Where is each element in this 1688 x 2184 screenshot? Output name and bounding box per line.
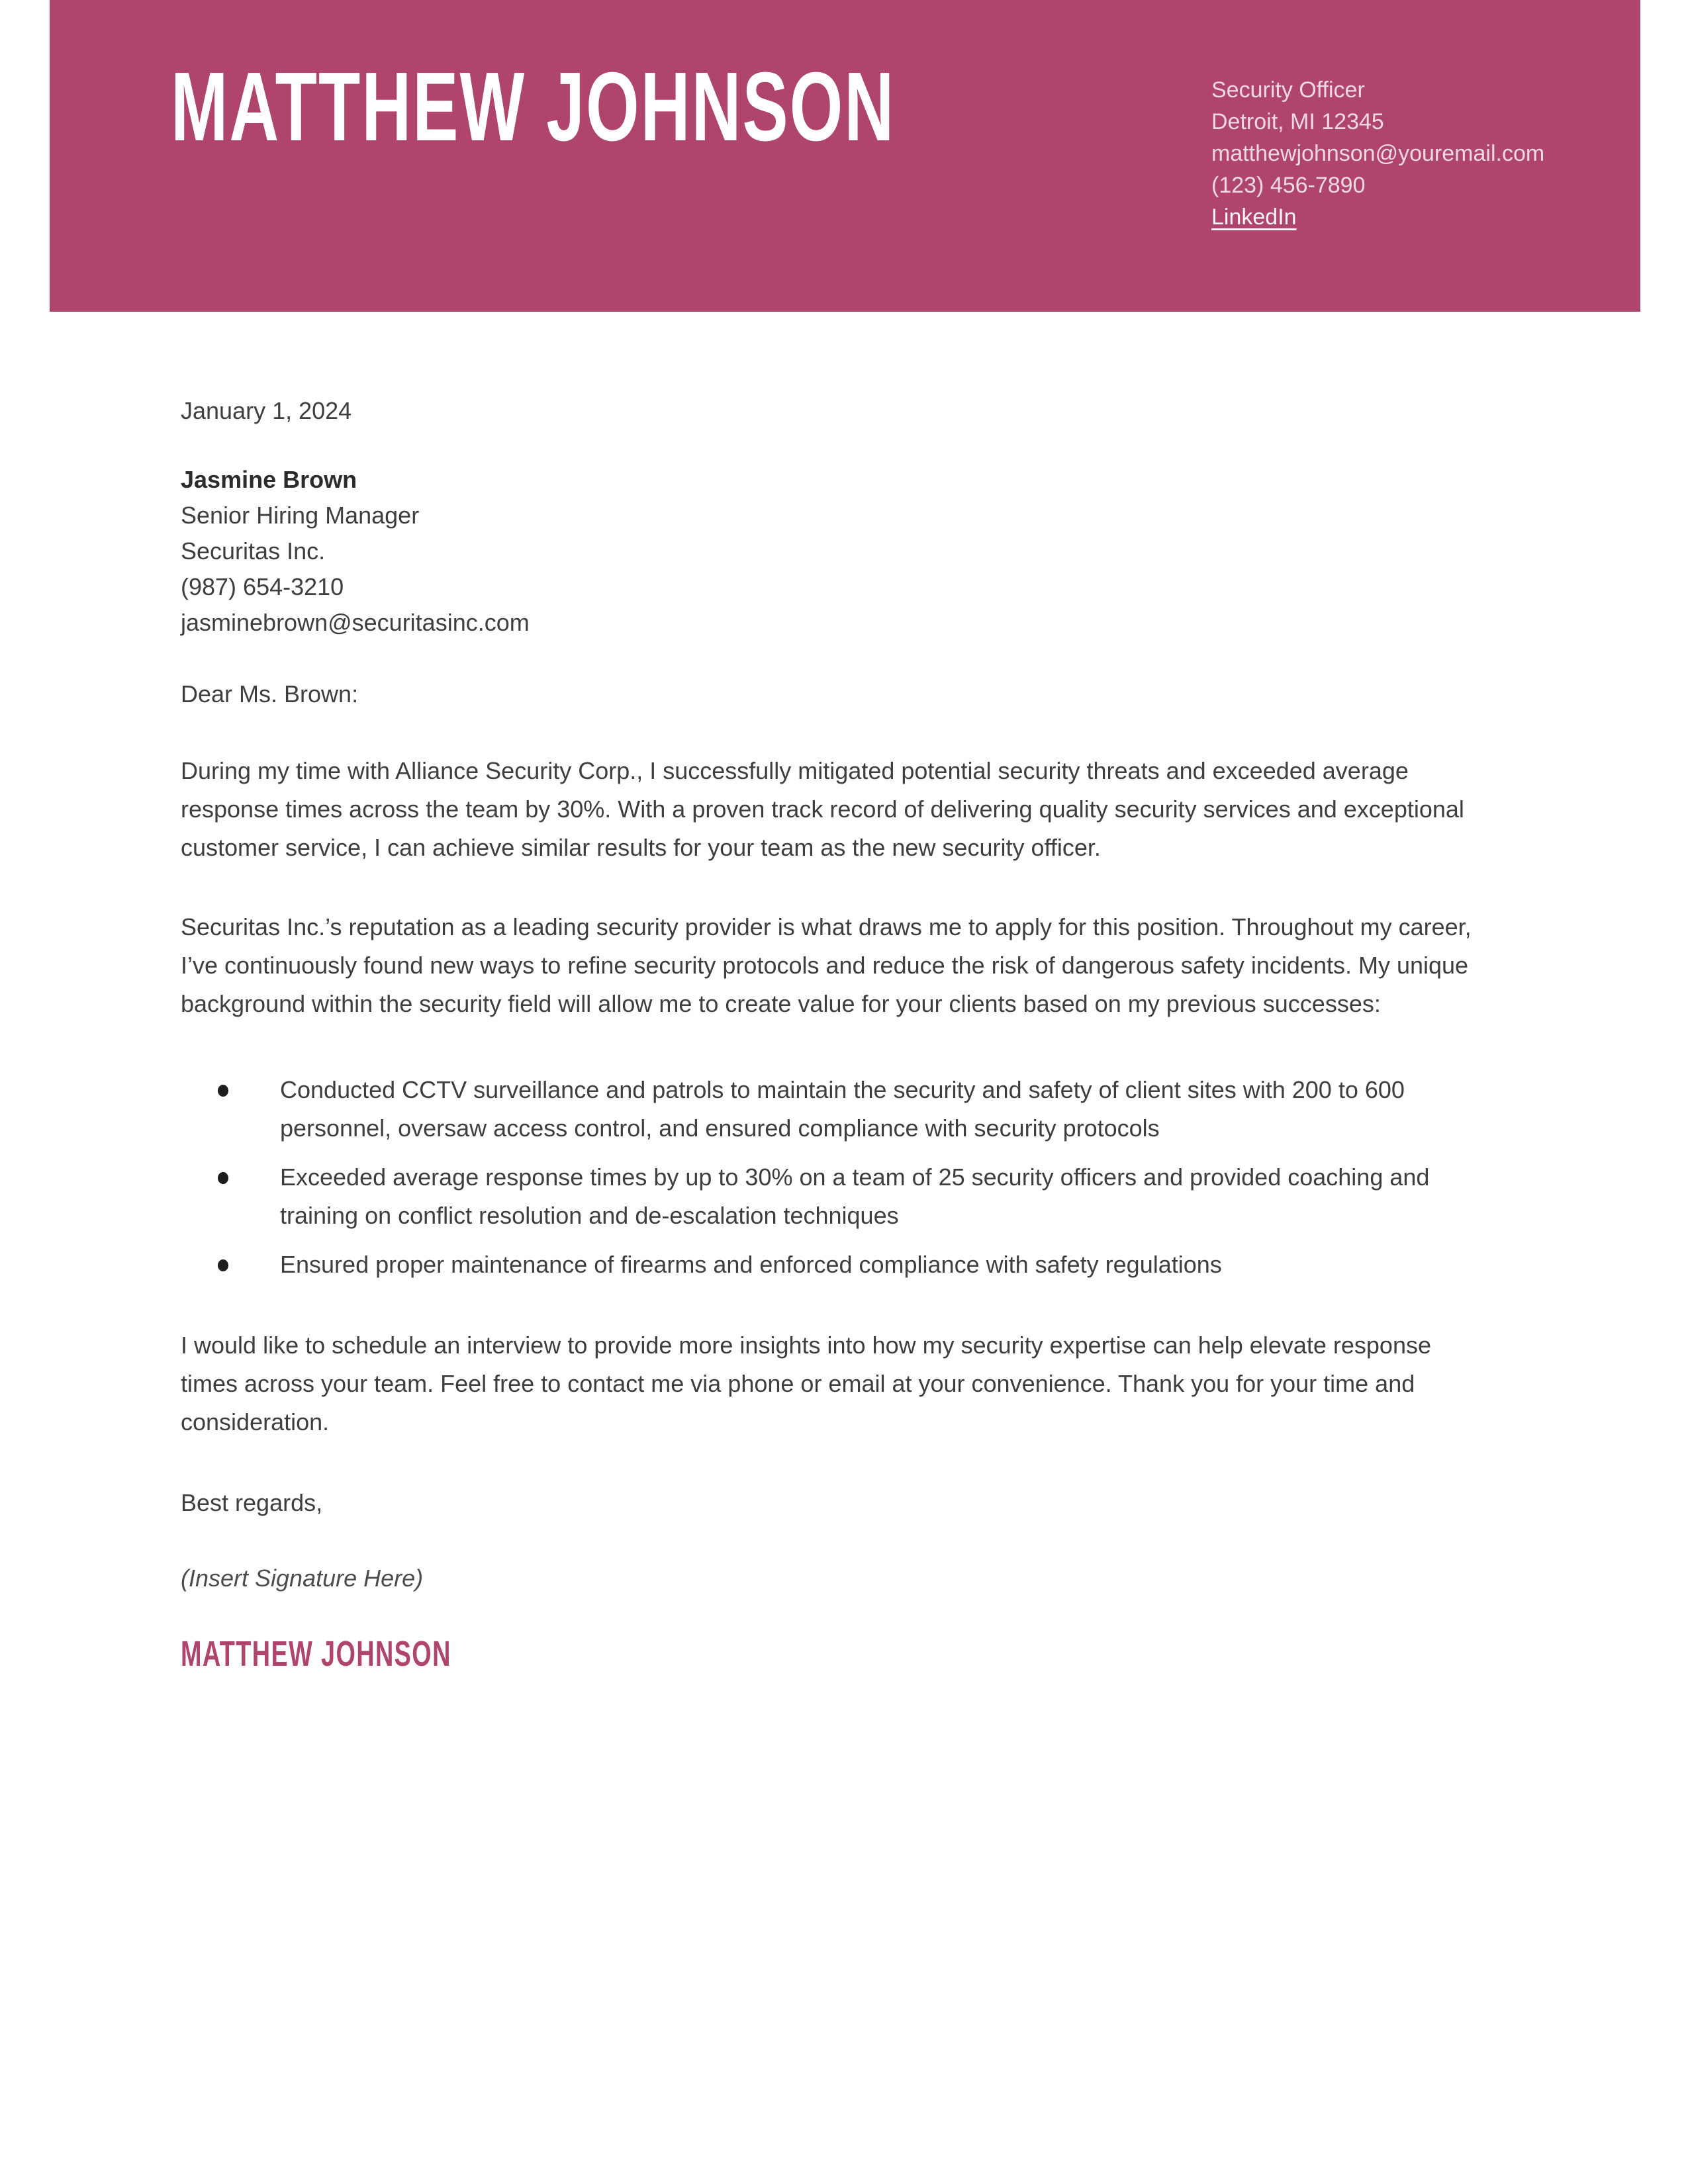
- list-item: [280, 1246, 1481, 1284]
- list-item-text: Ensured proper maintenance of firearms and enforced compliance with safety regulations: [280, 1251, 1222, 1278]
- salutation: Dear Ms. Brown:: [181, 680, 359, 707]
- header-email: matthewjohnson@youremail.com: [1211, 141, 1545, 166]
- header-contact-block: [1211, 74, 1544, 233]
- header-location: Detroit, MI 12345: [1211, 109, 1384, 134]
- recipient-title: Senior Hiring Manager: [181, 502, 420, 529]
- list-item: [280, 1158, 1481, 1235]
- body-paragraph-2: Securitas Inc.’s reputation as a leading security provider is what draws me to apply for this position. Throughout my career, I’ve continuously found new ways to refine security protocols and reduce the risk of dangerous safety incidents. My unique background within the security field will allow me to create value for your clients based on my previous successes:: [181, 913, 1472, 1017]
- list-item-text: Exceeded average response times by up to 30% on a team of 25 security officers and provided coaching and training on conflict resolution and de-escalation techniques: [280, 1163, 1430, 1229]
- achievement-list: [181, 1071, 1481, 1284]
- bullet-icon: [218, 1259, 228, 1271]
- recipient-phone: (987) 654-3210: [181, 573, 344, 600]
- signoff: Best regards,: [181, 1489, 323, 1516]
- recipient-name: Jasmine Brown: [181, 466, 357, 493]
- list-item: [280, 1071, 1481, 1148]
- header-job-title: Security Officer: [1211, 77, 1365, 103]
- header-name: MATTHEW JOHNSON: [171, 52, 896, 161]
- recipient-email: jasminebrown@securitasinc.com: [181, 609, 530, 636]
- signature-name: MATTHEW JOHNSON: [181, 1634, 451, 1674]
- bullet-icon: [218, 1172, 228, 1184]
- header-phone: (123) 456-7890: [1211, 173, 1366, 198]
- list-item-text: Conducted CCTV surveillance and patrols to maintain the security and safety of client sites with 200 to 600 personnel, oversaw access control, and ensured compliance with security protocols: [280, 1076, 1405, 1142]
- letter-date: January 1, 2024: [181, 397, 352, 424]
- header-band: [50, 0, 1640, 312]
- recipient-company: Securitas Inc.: [181, 537, 326, 565]
- letter-body: [181, 311, 1481, 1674]
- body-paragraph-1: During my time with Alliance Security Corp., I successfully mitigated potential security threats and exceeded average response times across the team by 30%. With a proven track record of delivering quality security services and exceptional customer service, I can achieve similar results for your team as the new security officer.: [181, 757, 1464, 861]
- recipient-block: [181, 462, 1481, 641]
- signature-placeholder: (Insert Signature Here): [181, 1565, 424, 1592]
- bullet-icon: [218, 1085, 228, 1097]
- linkedin-link[interactable]: LinkedIn: [1211, 205, 1297, 230]
- closing-paragraph: I would like to schedule an interview to provide more insights into how my security expertise can help elevate response times across your team. Feel free to contact me via phone or email at your convenience. Thank you for your time and consideration.: [181, 1332, 1431, 1435]
